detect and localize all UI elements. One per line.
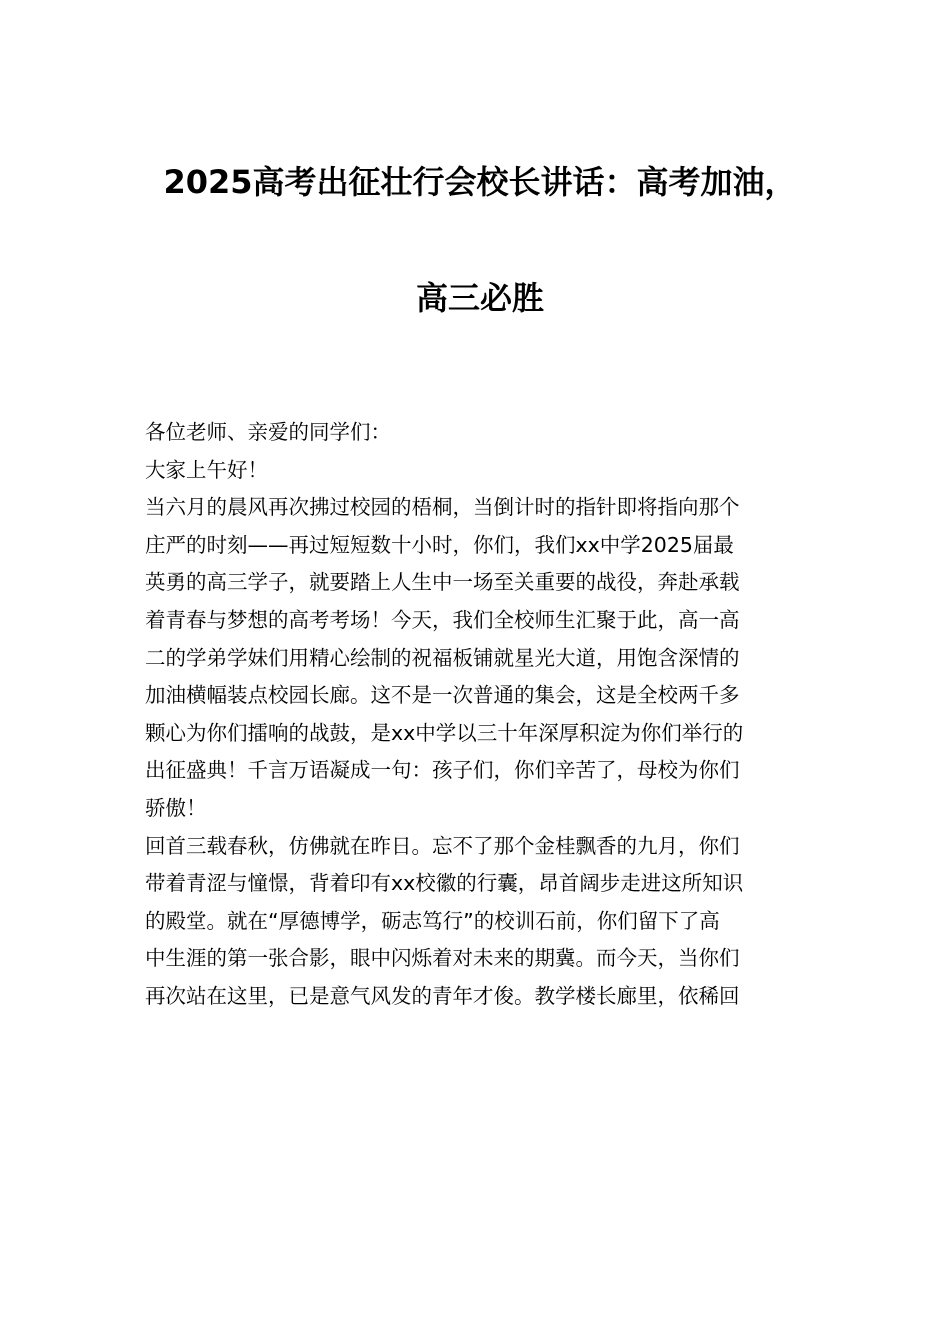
body-line: 颗心为你们擂响的战鼓，是xx中学以三十年深厚积淀为你们举行的 <box>145 720 744 745</box>
body-line: 带着青涩与憧憬，背着印有xx校徽的行囊，昂首阔步走进这所知识 <box>145 871 744 896</box>
body-line: 庄严的时刻——再过短短数十小时，你们，我们xx中学2025届最 <box>145 532 734 557</box>
body-line: 中生涯的第一张合影，眼中闪烁着对未来的期冀。而今天，当你们 <box>145 946 740 971</box>
body-line: 回首三载春秋，仿佛就在昨日。忘不了那个金桂飘香的九月，你们 <box>145 833 740 858</box>
body-line: 各位老师、亲爱的同学们： <box>145 420 391 444</box>
document-title-line-2: 高三必胜 <box>415 279 544 317</box>
body-line: 的殿堂。就在“厚德博学，砺志笃行”的校训石前，你们留下了高 <box>145 908 720 933</box>
body-line: 着青春与梦想的高考考场！今天，我们全校师生汇聚于此，高一高 <box>145 607 740 632</box>
body-line: 英勇的高三学子，就要踏上人生中一场至关重要的战役，奔赴承载 <box>145 570 740 595</box>
body-line: 当六月的晨风再次拂过校园的梧桐，当倒计时的指针即将指向那个 <box>145 495 740 520</box>
document-title-line-1: 2025高考出征壮行会校长讲话：高考加油， <box>163 163 797 201</box>
body-line: 二的学弟学妹们用精心绘制的祝福板铺就星光大道，用饱含深情的 <box>145 645 740 670</box>
body-line: 骄傲！ <box>145 795 207 820</box>
body-line: 加油横幅装点校园长廊。这不是一次普通的集会，这是全校两千多 <box>145 683 740 708</box>
document-body <box>145 414 815 1016</box>
body-line: 再次站在这里，已是意气风发的青年才俊。教学楼长廊里，依稀回 <box>145 983 740 1008</box>
body-line: 出征盛典！千言万语凝成一句：孩子们，你们辛苦了，母校为你们 <box>145 758 740 783</box>
body-line: 大家上午好！ <box>145 457 268 482</box>
